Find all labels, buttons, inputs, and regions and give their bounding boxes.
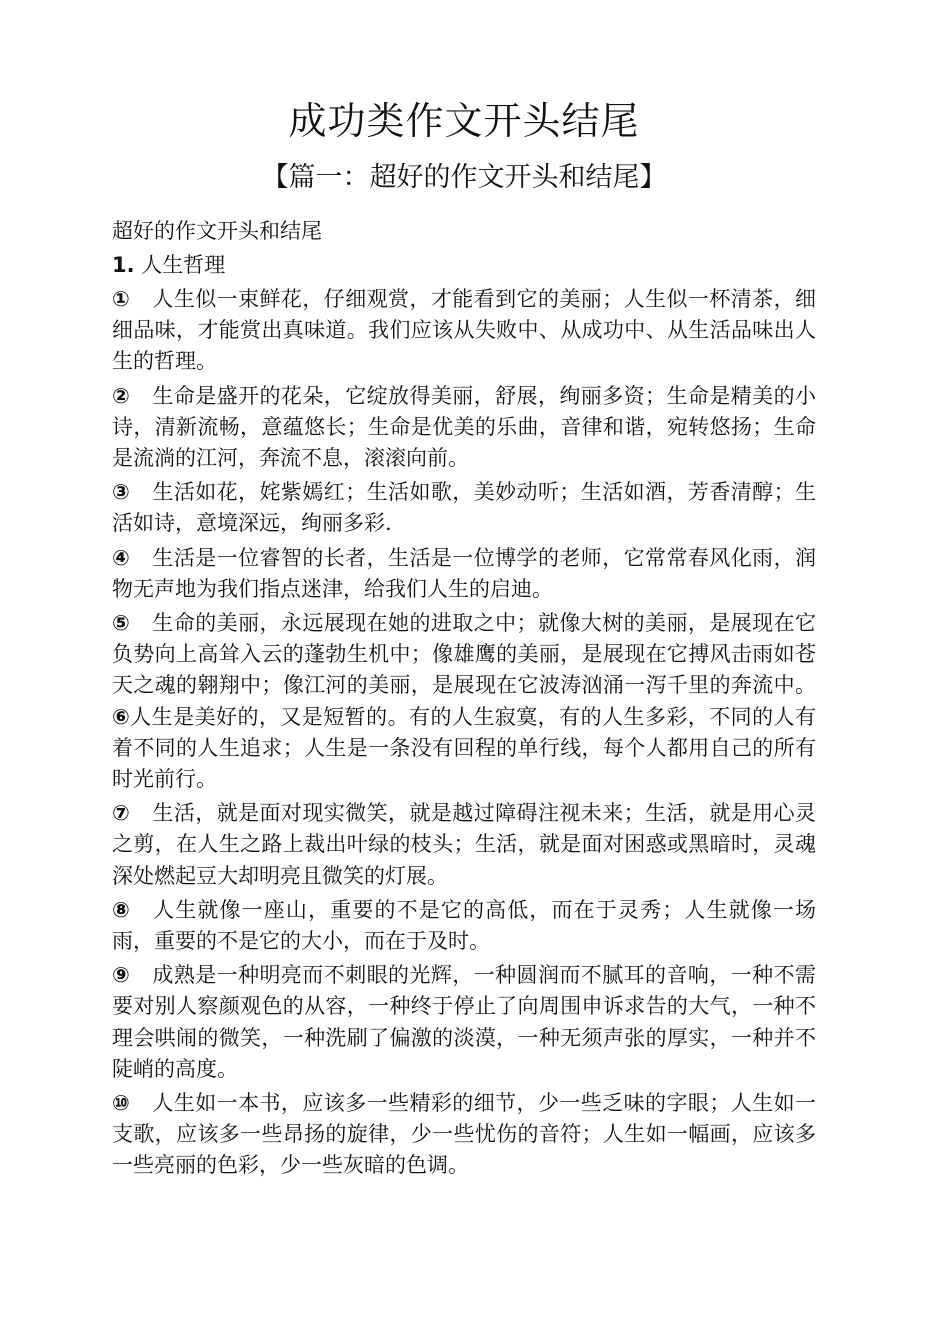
paragraph-5 xyxy=(112,608,816,795)
section-heading xyxy=(112,250,816,281)
paragraph-7 xyxy=(112,798,816,892)
paragraph-marker: ③ xyxy=(112,480,130,505)
intro-line: 超好的作文开头和结尾 xyxy=(112,219,322,243)
paragraph-marker: ④ xyxy=(112,545,130,570)
paragraph-marker: ⑤ xyxy=(112,611,130,636)
paragraph-marker: ⑦ xyxy=(112,801,130,826)
paragraph-text: 生活，就是面对现实微笑，就是越过障碍注视未来；生活，就是用心灵之剪，在人生之路上裁出叶绿的枝头；生活，就是面对困惑或黑暗时，灵魂深处燃起豆大却明亮且微笑的灯展。 xyxy=(112,801,816,888)
paragraph-text: 生命是盛开的花朵，它绽放得美丽，舒展，绚丽多资；生命是精美的小诗，清新流畅，意蕴悠长；生命是优美的乐曲，音律和谐，宛转悠扬；生命是流淌的江河，奔流不息，滚滚向前。 xyxy=(112,383,816,471)
section-number: 1. xyxy=(112,253,135,277)
paragraph-text: 人生似一束鲜花，仔细观赏，才能看到它的美丽；人生似一杯清茶，细细品味，才能赏出真味道。我们应该从失败中、从成功中、从生活品味出人生的哲理。 xyxy=(112,287,816,374)
inline-paragraph-text: 人生是美好的，又是短暂的。有的人生寂寞，有的人生多彩，不同的人有着不同的人生追求；人生是一条没有回程的单行线，每个人都用自己的所有时光前行。 xyxy=(112,704,817,792)
section-label: 人生哲理 xyxy=(134,253,226,277)
paragraph-marker: ② xyxy=(112,383,130,408)
paragraph-text: 人生如一本书，应该多一些精彩的细节，少一些乏味的字眼；人生如一支歌，应该多一些昂扬的旋律，少一些忧伤的音符；人生如一幅画，应该多一些亮丽的色彩，少一些灰暗的色调。 xyxy=(112,1091,816,1178)
paragraph-8 xyxy=(112,895,816,957)
paragraph-3 xyxy=(112,477,816,539)
paragraph-9 xyxy=(112,960,816,1085)
paragraph-2 xyxy=(112,381,816,475)
paragraph-text: 人生就像一座山，重要的不是它的高低，而在于灵秀；人生就像一场雨，重要的不是它的大小，而在于及时。 xyxy=(112,897,816,954)
paragraph-text: 生活如花，姹紫嫣红；生活如歌，美妙动听；生活如酒，芳香清醇；生活如诗，意境深远，绚丽多彩. xyxy=(112,480,816,536)
paragraph-1 xyxy=(112,284,816,378)
document-title: 成功类作文开头结尾 xyxy=(288,99,640,143)
paragraph-text: 生活是一位睿智的长者，生活是一位博学的老师，它常常春风化雨，润物无声地为我们指点迷津，给我们人生的启迪。 xyxy=(112,545,816,601)
paragraph-text: 生命的美丽，永远展现在她的进取之中；就像大树的美丽，是展现在它负势向上高耸入云的蓬勃生机中；像雄鹰的美丽，是展现在它搏风击雨如苍天之魂的翱翔中；像江河的美丽，是展现在它波涛汹涌一泻千里的奔流中。 xyxy=(112,611,816,698)
document-page xyxy=(112,96,816,1182)
paragraph-marker: ⑩ xyxy=(112,1091,130,1116)
paragraph-text: 成熟是一种明亮而不刺眼的光辉，一种圆润而不腻耳的音响，一种不需要对别人察颜观色的从容，一种终于停止了向周围申诉求告的大气，一种不理会哄闹的微笑，一种洗刷了偏激的淡漠，一种无须声张的厚实，一种并不陡峭的高度。 xyxy=(112,963,816,1081)
paragraph-marker: ① xyxy=(112,287,130,311)
inline-paragraph-marker: ⑥ xyxy=(112,704,131,729)
paragraph-4 xyxy=(112,543,816,605)
paragraph-marker: ⑧ xyxy=(112,897,130,922)
document-subtitle: 【篇一：超好的作文开头和结尾】 xyxy=(261,162,667,193)
paragraph-marker: ⑨ xyxy=(112,963,130,988)
paragraph-10 xyxy=(112,1088,816,1182)
